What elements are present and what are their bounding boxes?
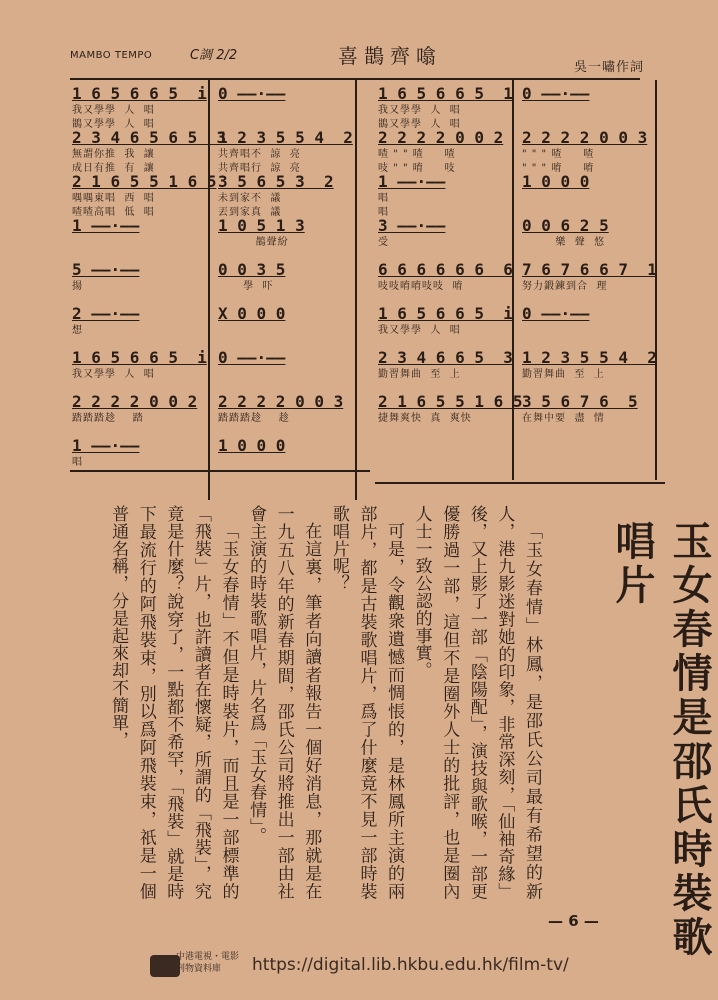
lyric-line: 丟到家真 議 — [218, 207, 282, 218]
archive-name: 中港電視・電影刊物資料庫 — [176, 952, 240, 974]
score-measure — [522, 304, 662, 324]
score-measure — [218, 260, 358, 294]
score-measure — [522, 128, 662, 176]
score-measure — [218, 304, 358, 324]
lyric-line: 在舞中要 盡 情 — [522, 413, 605, 424]
score-measure — [522, 260, 662, 294]
lyric-line: 共齊唱行 諒 亮 — [218, 163, 301, 174]
note-numerals: 0 0 3 5 — [218, 260, 286, 279]
note-numerals: 0 ——·—— — [218, 348, 286, 367]
score-measure — [522, 348, 662, 382]
lyric-line: 成日有推 有 讓 — [72, 163, 155, 174]
lyric-line: 鵲又學學 人 唱 — [72, 119, 155, 130]
article-body — [60, 505, 545, 900]
score-measure — [72, 84, 212, 132]
score-measure — [72, 128, 227, 176]
note-numerals: 7 6 7 6 6 7 1 — [522, 260, 657, 279]
score-measure — [378, 172, 518, 220]
lyric-line: 想 — [72, 325, 83, 336]
note-numerals: 2 1 6 5 5 1 6 5 — [378, 392, 523, 411]
note-numerals: 2 1 6 5 5 1 6 5 — [72, 172, 217, 191]
score-measure — [218, 392, 358, 426]
lyric-line: " " " 唷 唷 — [522, 163, 595, 174]
score-measure — [72, 260, 212, 294]
lyric-line: 唱 — [378, 207, 389, 218]
note-numerals: 3 5 6 5 3 2 — [218, 172, 334, 191]
score-measure — [378, 216, 518, 250]
lyric-line: 唱 — [72, 457, 83, 468]
score-measure — [72, 392, 212, 426]
score-measure — [72, 436, 212, 470]
note-numerals: 2 2 2 2 0 0 3 — [522, 128, 648, 147]
score-measure — [378, 260, 518, 294]
score-measure — [72, 172, 217, 220]
note-numerals: 2 2 2 2 0 0 2 — [72, 392, 198, 411]
score-measure — [522, 216, 662, 250]
archive-url[interactable]: https://digital.lib.hkbu.edu.hk/film-tv/ — [252, 955, 569, 975]
score-measure — [378, 84, 518, 132]
lyric-line: 捷舞爽快 真 爽快 — [378, 413, 472, 424]
lyric-line: 喳喳高唱 低 唱 — [72, 207, 155, 218]
note-numerals: 0 ——·—— — [522, 304, 590, 323]
note-numerals: 1 2 3 5 5 4 2 — [218, 128, 353, 147]
note-numerals: 0 ——·—— — [218, 84, 286, 103]
lyric-line: 學 吓 — [218, 281, 274, 292]
note-numerals: 1 0 0 0 — [218, 436, 286, 455]
note-numerals: 1 ——·—— — [378, 172, 446, 191]
lyric-line: 無謂你推 我 讓 — [72, 149, 155, 160]
lyric-line: 勤習舞曲 至 上 — [522, 369, 605, 380]
note-numerals: 3 5 6 7 6 5 — [522, 392, 638, 411]
note-numerals: 1 2 3 5 5 4 2 — [522, 348, 657, 367]
lyric-line: 鵲又學學 人 唱 — [378, 119, 461, 130]
score-measure — [218, 216, 358, 250]
lyric-line: 勤習舞曲 至 上 — [378, 369, 461, 380]
note-numerals: 1 6 5 6 6 5 1 — [378, 84, 513, 103]
score-measure — [522, 392, 662, 426]
note-numerals: 0 ——·—— — [522, 84, 590, 103]
lyric-line: 我又學學 人 唱 — [378, 105, 461, 116]
lyric-line: 樂 聲 悠 — [522, 237, 606, 248]
lyric-line: 未到家不 議 — [218, 193, 282, 204]
note-numerals: 1 6 5 6 6 5 i — [72, 348, 207, 367]
note-numerals: 1 0 5 1 3 — [218, 216, 305, 235]
key-signature: C調 2/2 — [190, 48, 238, 63]
note-numerals: 1 ——·—— — [72, 436, 140, 455]
score-measure — [72, 216, 212, 236]
note-numerals: 2 2 2 2 0 0 2 — [378, 128, 504, 147]
note-numerals: 1 6 5 6 6 5 i — [72, 84, 207, 103]
lyricist-credit: 吳一嘯作詞 — [574, 60, 645, 75]
lyric-line: 喁喁東唱 西 唱 — [72, 193, 155, 204]
score-measure — [218, 128, 358, 176]
note-numerals: X 0 0 0 — [218, 304, 286, 323]
score-measure — [522, 84, 662, 104]
article-heading: 玉女春情是邵氏時裝歌唱片 — [609, 520, 713, 960]
staff-bottom-rule-right — [375, 482, 665, 484]
lyric-line: 共齊唱不 諒 亮 — [218, 149, 301, 160]
score-measure — [72, 348, 212, 382]
lyric-line: 踏踏踏趁 趁 — [218, 413, 290, 424]
score-measure — [218, 436, 358, 456]
article-paragraph: 「玉女春情」不但是時裝片，而且是一部標準的「飛裝」片，也許讀者在懷疑，所謂的「飛裝」，究竟是什麼？說穿了，一點都不希罕，「飛裝」就是時下最流行的阿飛裝束，別以爲阿飛裝束，祇是一個普通名稱，分是起來却不簡單， — [108, 505, 239, 900]
score-measure — [218, 84, 358, 104]
lyric-line: 踏踏踏趁 踏 — [72, 413, 144, 424]
note-numerals: 0 0 6 2 5 — [522, 216, 609, 235]
lyric-line: " " " 喳 喳 — [522, 149, 595, 160]
page-number: — 6 — — [548, 912, 599, 930]
lyric-line: 揚 — [72, 281, 83, 292]
score-measure — [378, 304, 518, 338]
score-measure — [378, 348, 518, 382]
note-numerals: 1 0 0 0 — [522, 172, 590, 191]
score-measure — [218, 348, 358, 368]
lyric-line: 唱 — [378, 193, 389, 204]
song-title: 喜鵲齊噏 — [338, 44, 442, 68]
note-numerals: 1 6 5 6 6 5 i — [378, 304, 513, 323]
lyric-line: 吱吱唷唷吱吱 唷 — [378, 281, 464, 292]
lyric-line: 我又學學 人 唱 — [72, 105, 155, 116]
lyric-line: 喳 " " 喳 喳 — [378, 149, 456, 160]
staff-bottom-rule-left — [70, 470, 370, 472]
note-numerals: 6 6 6 6 6 6 6 — [378, 260, 513, 279]
note-numerals: 2 ——·—— — [72, 304, 140, 323]
lyric-line: 受 — [378, 237, 389, 248]
score-measure — [72, 304, 212, 338]
lyric-line: 我又學學 人 唱 — [378, 325, 461, 336]
lyric-line: 吱 " " 唷 吱 — [378, 163, 456, 174]
note-numerals: 2 3 4 6 6 5 3 — [378, 348, 513, 367]
note-numerals: 5 ——·—— — [72, 260, 140, 279]
lyric-line: 努力鍛鍊到合 理 — [522, 281, 608, 292]
note-numerals: 3 ——·—— — [378, 216, 446, 235]
score-measure — [218, 172, 358, 220]
article-paragraph: 在這裏，筆者向讀者報告一個好消息，那就是在一九五八年的新春期間，邵氏公司將推出一部由社會主演的時裝歌唱片，片名爲「玉女春情」。 — [246, 505, 322, 900]
score-measure — [522, 172, 662, 192]
article-paragraph: 可是，令觀衆遺憾而惆悵的，是林鳳所主演的兩部片，都是古裝歌唱片，爲了什麼竟不見一部時裝歌唱片呢？ — [328, 505, 405, 900]
lyric-line: 我又學學 人 唱 — [72, 369, 155, 380]
tempo-marking: MAMBO TEMPO — [70, 50, 153, 61]
note-numerals: 2 3 4 6 5 6 5 3 — [72, 128, 227, 147]
score-measure — [378, 392, 523, 426]
note-numerals: 1 ——·—— — [72, 216, 140, 235]
note-numerals: 2 2 2 2 0 0 3 — [218, 392, 344, 411]
score-measure — [378, 128, 518, 176]
lyric-line: 鵲聲紛 — [218, 237, 289, 248]
article-paragraph: 「玉女春情」林鳳，是邵氏公司最有希望的新人，港九影迷對她的印象，非常深刻，「仙袖奇緣」後，又上影了一部「陰陽配」，演技與歌喉，一部更優勝過一部，這但不是圈外人士的批評，也是圈內人士一致公認的事實。 — [411, 505, 542, 900]
